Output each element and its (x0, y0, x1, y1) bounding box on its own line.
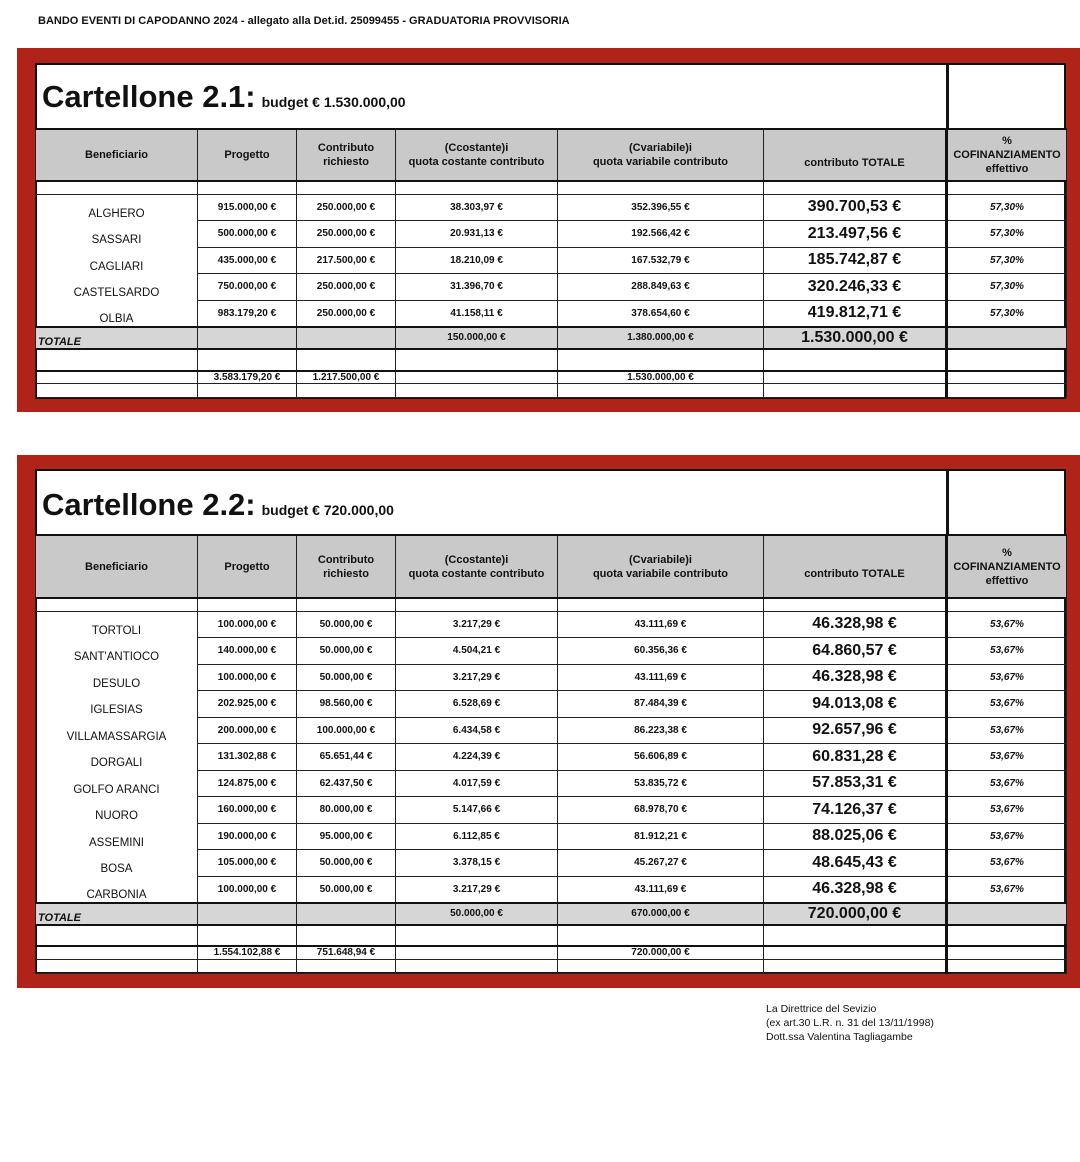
cartellone-2-sheet (35, 469, 1066, 974)
cell-contributo-totale: 46.328,98 € (764, 664, 947, 691)
table-row (36, 744, 1067, 771)
cartellone-1-title-text: Cartellone 2.1: (42, 79, 256, 114)
col-header-quota-costante-line2: quota costante contributo (408, 567, 545, 580)
col-header-cofin-line1: % (1002, 135, 1012, 147)
col-header-progetto: Progetto (198, 535, 297, 598)
totale-progetto-empty (198, 327, 297, 349)
cell-contributo-totale: 64.860,57 € (764, 638, 947, 665)
cell-cofinanziamento: 53,67% (947, 797, 1067, 824)
cell-cofinanziamento: 53,67% (947, 770, 1067, 797)
cartellone-2-title-area (37, 471, 946, 536)
signature-block (766, 1002, 934, 1044)
signature-name: Dott.ssa Valentina Tagliagambe (766, 1031, 913, 1043)
cell-quota-costante: 20.931,13 € (396, 221, 558, 248)
cell-contributo-totale: 185.742,87 € (764, 247, 947, 274)
cartellone-2-table (35, 534, 1067, 974)
cell-cofinanziamento: 57,30% (947, 221, 1067, 248)
blank-row (36, 181, 1067, 194)
col-header-quota-variabile-line1: (Cvariabile)i (629, 142, 692, 154)
cell-quota-variabile: 68.978,70 € (558, 797, 764, 824)
cell-contributo-richiesto: 250.000,00 € (297, 194, 396, 221)
cell-quota-costante: 3.378,15 € (396, 850, 558, 877)
cell-contributo-totale: 390.700,53 € (764, 194, 947, 221)
cell-contributo-richiesto: 250.000,00 € (297, 221, 396, 248)
blank-row (36, 960, 1067, 974)
cell-cofinanziamento: 53,67% (947, 717, 1067, 744)
cell-beneficiario: DESULO (36, 664, 198, 691)
table-row (36, 770, 1067, 797)
cell-contributo-totale: 419.812,71 € (764, 300, 947, 327)
col-header-quota-variabile-line2: quota variabile contributo (592, 567, 729, 580)
totale-richiesto-empty (297, 327, 396, 349)
cell-progetto: 983.179,20 € (198, 300, 297, 327)
cell-contributo-totale: 46.328,98 € (764, 876, 947, 903)
empty-cell (36, 960, 198, 974)
cell-quota-variabile: 56.606,89 € (558, 744, 764, 771)
sums-empty (947, 946, 1067, 960)
cell-contributo-totale: 46.328,98 € (764, 611, 947, 638)
cell-contributo-richiesto: 250.000,00 € (297, 274, 396, 301)
table-row (36, 194, 1067, 221)
cell-quota-costante: 4.017,59 € (396, 770, 558, 797)
col-header-quota-costante-line1: (Ccostante)i (444, 142, 509, 154)
cell-progetto: 750.000,00 € (198, 274, 297, 301)
col-header-contributo-totale: contributo TOTALE (764, 129, 947, 181)
cell-quota-variabile: 45.267,27 € (558, 850, 764, 877)
cell-quota-costante: 31.396,70 € (396, 274, 558, 301)
col-header-quota-variabile (558, 535, 764, 598)
cell-progetto: 500.000,00 € (198, 221, 297, 248)
signature-reference: (ex art.30 L.R. n. 31 del 13/11/1998) (766, 1017, 934, 1029)
blank-row (36, 384, 1067, 398)
table-row (36, 850, 1067, 877)
empty-cell (764, 384, 947, 398)
cell-progetto: 100.000,00 € (198, 664, 297, 691)
cell-progetto: 202.925,00 € (198, 691, 297, 718)
cell-contributo-totale: 88.025,06 € (764, 823, 947, 850)
table-row (36, 823, 1067, 850)
col-header-contributo-richiesto (297, 535, 396, 598)
cartellone-1-budget: budget € 1.530.000,00 (261, 94, 406, 110)
sums-empty (36, 371, 198, 384)
col-header-cofin-line1: % (1002, 546, 1012, 559)
cartellone-2-budget: budget € 720.000,00 (261, 502, 394, 518)
cell-progetto: 160.000,00 € (198, 797, 297, 824)
cell-contributo-totale: 92.657,96 € (764, 717, 947, 744)
cell-cofinanziamento: 53,67% (947, 638, 1067, 665)
table-row (36, 664, 1067, 691)
blank-row (36, 925, 1067, 946)
cell-progetto: 140.000,00 € (198, 638, 297, 665)
table-header-row (36, 129, 1067, 181)
cell-contributo-richiesto: 50.000,00 € (297, 611, 396, 638)
table-row (36, 717, 1067, 744)
cell-progetto: 435.000,00 € (198, 247, 297, 274)
empty-cell (558, 960, 764, 974)
cell-quota-variabile: 60.356,36 € (558, 638, 764, 665)
table-row (36, 876, 1067, 903)
cell-quota-variabile: 167.532,79 € (558, 247, 764, 274)
cell-beneficiario: DORGALI (36, 744, 198, 771)
cell-contributo-richiesto: 100.000,00 € (297, 717, 396, 744)
cell-contributo-richiesto: 50.000,00 € (297, 664, 396, 691)
col-header-quota-costante-line2: quota costante contributo (408, 156, 545, 168)
col-header-quota-variabile-line2: quota variabile contributo (592, 156, 729, 168)
cell-cofinanziamento: 57,30% (947, 274, 1067, 301)
cell-beneficiario: CARBONIA (36, 876, 198, 903)
cell-quota-costante: 38.303,97 € (396, 194, 558, 221)
cell-contributo-totale: 94.013,08 € (764, 691, 947, 718)
empty-cell (764, 960, 947, 974)
table-row (36, 638, 1067, 665)
sum-quota-variabile: 1.530.000,00 € (558, 371, 764, 384)
signature-role: La Direttrice del Sevizio (766, 1003, 877, 1015)
cell-progetto: 100.000,00 € (198, 611, 297, 638)
totale-progetto-empty (198, 903, 297, 925)
cell-quota-variabile: 87.484,39 € (558, 691, 764, 718)
cell-cofinanziamento: 53,67% (947, 611, 1067, 638)
empty-cell (947, 384, 1067, 398)
empty-cell (297, 925, 396, 946)
cell-cofinanziamento: 53,67% (947, 876, 1067, 903)
cell-progetto: 200.000,00 € (198, 717, 297, 744)
totale-cofin-empty (947, 903, 1067, 925)
cell-quota-variabile: 378.654,60 € (558, 300, 764, 327)
cell-quota-variabile: 192.566,42 € (558, 221, 764, 248)
totale-cofin-empty (947, 327, 1067, 349)
cell-cofinanziamento: 57,30% (947, 194, 1067, 221)
cell-contributo-richiesto: 95.000,00 € (297, 823, 396, 850)
cell-cofinanziamento: 53,67% (947, 850, 1067, 877)
cell-quota-costante: 6.112,85 € (396, 823, 558, 850)
col-header-contributo-richiesto-line1: Contributo (317, 553, 375, 566)
cell-quota-costante: 4.504,21 € (396, 638, 558, 665)
cell-quota-costante: 3.217,29 € (396, 611, 558, 638)
cell-beneficiario: TORTOLI (36, 611, 198, 638)
cell-contributo-richiesto: 50.000,00 € (297, 850, 396, 877)
empty-cell (396, 960, 558, 974)
cell-cofinanziamento: 57,30% (947, 247, 1067, 274)
cell-cofinanziamento: 53,67% (947, 664, 1067, 691)
cell-quota-costante: 3.217,29 € (396, 664, 558, 691)
cell-cofinanziamento: 53,67% (947, 823, 1067, 850)
col-header-quota-variabile (558, 129, 764, 181)
cell-quota-costante: 4.224,39 € (396, 744, 558, 771)
cell-cofinanziamento: 57,30% (947, 300, 1067, 327)
col-header-quota-variabile-line1: (Cvariabile)i (629, 553, 692, 566)
cell-beneficiario: CASTELSARDO (36, 274, 198, 301)
empty-cell (558, 349, 764, 371)
cell-contributo-richiesto: 50.000,00 € (297, 638, 396, 665)
cell-progetto: 124.875,00 € (198, 770, 297, 797)
empty-cell (558, 925, 764, 946)
cell-beneficiario: CAGLIARI (36, 247, 198, 274)
table-header-row (36, 535, 1067, 598)
cell-quota-variabile: 352.396,55 € (558, 194, 764, 221)
cell-progetto: 131.302,88 € (198, 744, 297, 771)
totale-contributo-totale: 720.000,00 € (764, 903, 947, 925)
cell-progetto: 100.000,00 € (198, 876, 297, 903)
totale-quota-variabile: 670.000,00 € (558, 903, 764, 925)
col-header-quota-costante-line1: (Ccostante)i (444, 553, 509, 566)
cell-beneficiario: SANT'ANTIOCO (36, 638, 198, 665)
col-header-quota-costante (396, 535, 558, 598)
cell-quota-variabile: 43.111,69 € (558, 664, 764, 691)
sums-empty (396, 946, 558, 960)
cell-contributo-richiesto: 250.000,00 € (297, 300, 396, 327)
cell-quota-costante: 5.147,66 € (396, 797, 558, 824)
cell-beneficiario: ASSEMINI (36, 823, 198, 850)
col-header-contributo-richiesto-line1: Contributo (317, 142, 375, 154)
table-row (36, 247, 1067, 274)
col-header-cofinanziamento (947, 129, 1067, 181)
cell-cofinanziamento: 53,67% (947, 691, 1067, 718)
sum-contributo-richiesto: 751.648,94 € (297, 946, 396, 960)
cell-quota-variabile: 43.111,69 € (558, 611, 764, 638)
sums-empty (764, 371, 947, 384)
cell-contributo-totale: 74.126,37 € (764, 797, 947, 824)
col-header-contributo-richiesto (297, 129, 396, 181)
empty-cell (947, 925, 1067, 946)
cartellone-2-title-text: Cartellone 2.2: (42, 487, 256, 522)
sum-quota-variabile: 720.000,00 € (558, 946, 764, 960)
cell-progetto: 915.000,00 € (198, 194, 297, 221)
totale-quota-costante: 50.000,00 € (396, 903, 558, 925)
table-row (36, 797, 1067, 824)
table-row (36, 691, 1067, 718)
table-row (36, 611, 1067, 638)
totale-quota-variabile: 1.380.000,00 € (558, 327, 764, 349)
cell-progetto: 190.000,00 € (198, 823, 297, 850)
sum-progetto: 1.554.102,88 € (198, 946, 297, 960)
table-row (36, 274, 1067, 301)
col-header-cofinanziamento (947, 535, 1067, 598)
sums-empty (36, 946, 198, 960)
sums-row (36, 371, 1067, 384)
empty-cell (198, 925, 297, 946)
cell-quota-costante: 6.528,69 € (396, 691, 558, 718)
cell-quota-costante: 41.158,11 € (396, 300, 558, 327)
cell-contributo-richiesto: 98.560,00 € (297, 691, 396, 718)
totale-richiesto-empty (297, 903, 396, 925)
empty-cell (947, 349, 1067, 371)
cartellone-2-title (42, 487, 394, 523)
empty-cell (764, 349, 947, 371)
cell-quota-variabile: 81.912,21 € (558, 823, 764, 850)
cell-contributo-richiesto: 80.000,00 € (297, 797, 396, 824)
cell-beneficiario: NUORO (36, 797, 198, 824)
cell-beneficiario: ALGHERO (36, 194, 198, 221)
col-header-cofin-line3: effettivo (985, 163, 1029, 175)
totale-label: TOTALE (36, 903, 198, 925)
empty-cell (198, 960, 297, 974)
empty-cell (297, 960, 396, 974)
cell-quota-variabile: 288.849,63 € (558, 274, 764, 301)
blank-row (36, 598, 1067, 611)
cell-quota-costante: 18.210,09 € (396, 247, 558, 274)
col-header-cofin-line3: effettivo (985, 574, 1029, 587)
cell-contributo-totale: 213.497,56 € (764, 221, 947, 248)
totale-quota-costante: 150.000,00 € (396, 327, 558, 349)
table-row (36, 221, 1067, 248)
cell-contributo-richiesto: 62.437,50 € (297, 770, 396, 797)
cell-contributo-totale: 48.645,43 € (764, 850, 947, 877)
col-header-quota-costante (396, 129, 558, 181)
empty-cell (396, 384, 558, 398)
cell-contributo-totale: 57.853,31 € (764, 770, 947, 797)
empty-cell (297, 349, 396, 371)
empty-cell (36, 349, 198, 371)
blank-row (36, 349, 1067, 371)
col-header-progetto: Progetto (198, 129, 297, 181)
cell-contributo-richiesto: 65.651,44 € (297, 744, 396, 771)
cell-contributo-richiesto: 217.500,00 € (297, 247, 396, 274)
sums-row (36, 946, 1067, 960)
empty-cell (198, 349, 297, 371)
empty-cell (297, 384, 396, 398)
col-header-beneficiario: Beneficiario (36, 129, 198, 181)
col-header-contributo-richiesto-line2: richiesto (323, 156, 369, 168)
empty-cell (396, 925, 558, 946)
cell-beneficiario: GOLFO ARANCI (36, 770, 198, 797)
empty-cell (36, 384, 198, 398)
document-title: BANDO EVENTI DI CAPODANNO 2024 - allegato alla Det.id. 25099455 - GRADUATORIA PROVVISORIA (38, 15, 570, 27)
totale-contributo-totale: 1.530.000,00 € (764, 327, 947, 349)
cell-contributo-totale: 60.831,28 € (764, 744, 947, 771)
col-header-contributo-richiesto-line2: richiesto (323, 567, 369, 580)
sums-empty (764, 946, 947, 960)
empty-cell (764, 925, 947, 946)
cell-quota-costante: 6.434,58 € (396, 717, 558, 744)
cell-beneficiario: VILLAMASSARGIA (36, 717, 198, 744)
cartellone-1-title-area (37, 65, 946, 129)
empty-cell (36, 925, 198, 946)
col-header-cofin-line2: COFINANZIAMENTO (953, 149, 1061, 161)
totale-row (36, 327, 1067, 349)
cell-quota-variabile: 43.111,69 € (558, 876, 764, 903)
empty-cell (558, 384, 764, 398)
sums-empty (947, 371, 1067, 384)
cell-beneficiario: OLBIA (36, 300, 198, 327)
cartellone-2-title-box (946, 469, 1066, 536)
cartellone-1-title (42, 79, 406, 115)
cell-quota-variabile: 53.835,72 € (558, 770, 764, 797)
cell-contributo-totale: 320.246,33 € (764, 274, 947, 301)
cell-progetto: 105.000,00 € (198, 850, 297, 877)
col-header-contributo-totale: contributo TOTALE (764, 535, 947, 598)
cell-beneficiario: BOSA (36, 850, 198, 877)
cartellone-1-sheet (35, 63, 1066, 399)
cell-contributo-richiesto: 50.000,00 € (297, 876, 396, 903)
col-header-beneficiario: Beneficiario (36, 535, 198, 598)
cell-beneficiario: IGLESIAS (36, 691, 198, 718)
empty-cell (947, 960, 1067, 974)
cell-cofinanziamento: 53,67% (947, 744, 1067, 771)
sum-contributo-richiesto: 1.217.500,00 € (297, 371, 396, 384)
cartellone-1-table (35, 128, 1067, 398)
sums-empty (396, 371, 558, 384)
totale-row (36, 903, 1067, 925)
cartellone-1-title-box (946, 63, 1066, 129)
totale-label: TOTALE (36, 327, 198, 349)
cell-beneficiario: SASSARI (36, 221, 198, 248)
col-header-cofin-line2: COFINANZIAMENTO (953, 560, 1061, 573)
empty-cell (396, 349, 558, 371)
cell-quota-variabile: 86.223,38 € (558, 717, 764, 744)
empty-cell (198, 384, 297, 398)
sum-progetto: 3.583.179,20 € (198, 371, 297, 384)
table-row (36, 300, 1067, 327)
cell-quota-costante: 3.217,29 € (396, 876, 558, 903)
